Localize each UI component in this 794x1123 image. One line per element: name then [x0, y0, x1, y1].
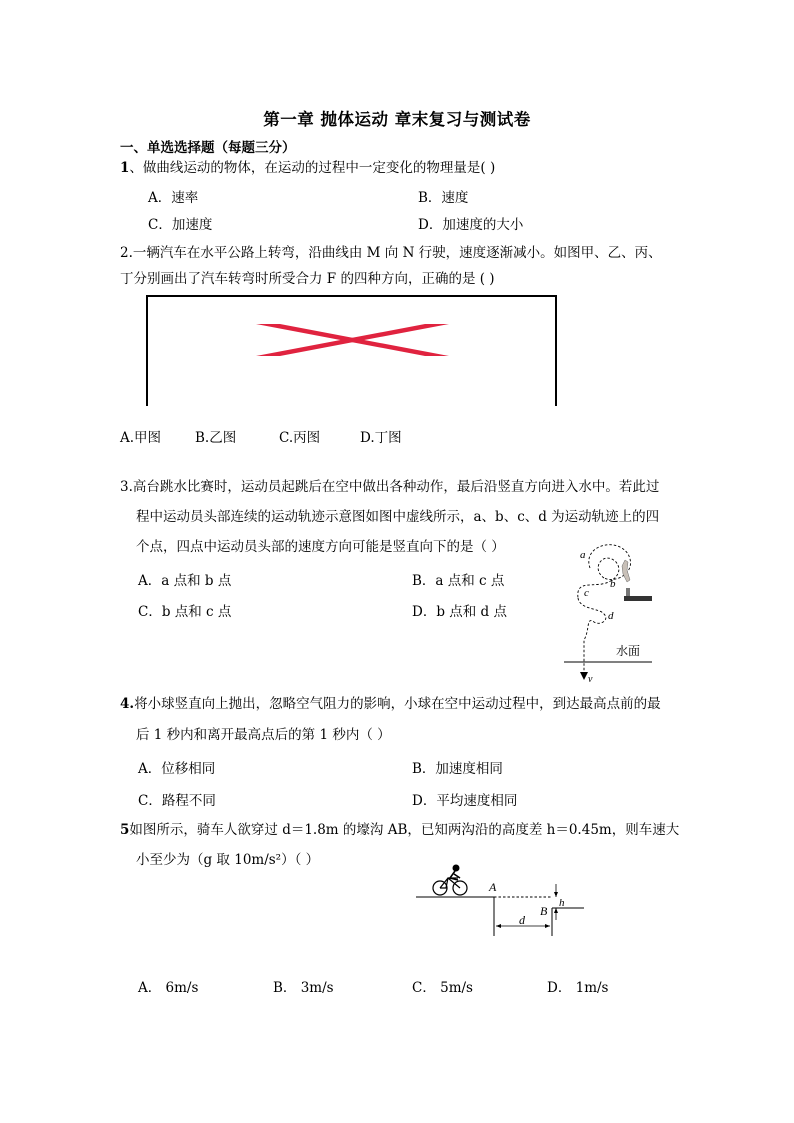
q2-option-b[interactable]: B.乙图	[195, 430, 237, 446]
question-4-text: 将小球竖直向上抛出，忽略空气阻力的影响，小球在空中运动过程中，到达最高点前的最	[134, 696, 661, 712]
question-5-number: 5	[120, 822, 130, 838]
q5-option-b[interactable]: B． 3m/s	[273, 980, 334, 996]
q3-option-a[interactable]: A．a 点和 b 点	[138, 573, 232, 589]
q4-option-d[interactable]: D．平均速度相同	[412, 793, 518, 809]
q5-option-d[interactable]: D． 1m/s	[547, 980, 609, 996]
q1-option-c[interactable]: C．加速度	[148, 217, 213, 233]
q4-option-b[interactable]: B．加速度相同	[412, 761, 503, 777]
q5-option-c[interactable]: C． 5m/s	[412, 980, 473, 996]
platform-icon	[624, 596, 652, 601]
label-d: d	[519, 913, 525, 927]
label-b: b	[610, 578, 616, 590]
question-5-line-2: 小至少为（g 取 10m/s²）（ ）	[136, 852, 320, 868]
q3-option-c[interactable]: C．b 点和 c 点	[138, 604, 232, 620]
q2-option-c[interactable]: C.丙图	[279, 430, 321, 446]
platform-post-icon	[626, 588, 630, 596]
question-2-line-2: 丁分别画出了汽车转弯时所受合力 F 的四种方向，正确的是 ( )	[120, 271, 495, 287]
diving-trajectory-figure	[560, 538, 660, 684]
page-title: 第一章 抛体运动 章末复习与测试卷	[263, 110, 531, 129]
figure-frame	[147, 296, 556, 406]
q4-option-c[interactable]: C．路程不同	[138, 793, 216, 809]
q3-option-d[interactable]: D．b 点和 d 点	[412, 604, 507, 620]
q1-option-b[interactable]: B．速度	[418, 190, 469, 206]
label-h: h	[559, 897, 565, 909]
question-4-line-1	[120, 694, 661, 714]
rider-body-icon	[450, 871, 460, 880]
label-c: c	[584, 587, 589, 599]
d-arrow-right	[545, 924, 550, 928]
question-1-text: 、做曲线运动的物体，在运动的过程中一定变化的物理量是( )	[129, 160, 496, 176]
rider-head-icon	[453, 865, 460, 872]
question-5-line-1	[120, 820, 679, 840]
label-water-surface: 水面	[616, 644, 641, 658]
question-5-text: 如图所示，骑车人欲穿过 d＝1.8m 的壕沟 AB，已知两沟沿的高度差 h＝0.45m，则车速大	[129, 822, 680, 838]
label-B: B	[540, 904, 548, 918]
label-A: A	[489, 880, 497, 894]
q1-option-d[interactable]: D．加速度的大小	[418, 217, 524, 233]
d-arrow-left	[496, 924, 501, 928]
section-heading: 一、单选选择题（每题三分）	[120, 140, 296, 156]
diver-icon	[622, 560, 630, 582]
question-1-number: 1	[120, 160, 130, 176]
trajectory-descent	[578, 598, 606, 676]
label-d: d	[608, 610, 614, 622]
h-arrow-bottom	[554, 908, 558, 913]
q5-option-a[interactable]: A． 6m/s	[138, 980, 199, 996]
question-4-line-2: 后 1 秒内和离开最高点后的第 1 秒内（ ）	[136, 727, 391, 743]
q1-option-a[interactable]: A．速率	[148, 190, 199, 206]
ditch-figure	[412, 858, 592, 940]
q3-option-b[interactable]: B．a 点和 c 点	[412, 573, 505, 589]
question-2-line-1: 2.一辆汽车在水平公路上转弯，沿曲线由 M 向 N 行驶，速度逐渐减小。如图甲、乙、丙、	[120, 245, 662, 261]
label-a: a	[580, 549, 586, 561]
question-3-line-2: 程中运动员头部连续的运动轨迹示意图如图中虚线所示，a、b、c、d 为运动轨迹上的四	[136, 509, 660, 525]
q4-option-a[interactable]: A．位移相同	[138, 761, 216, 777]
h-arrow-top	[554, 892, 558, 897]
q2-figure-placeholder	[140, 292, 565, 412]
question-4-number: 4.	[120, 696, 135, 712]
question-1	[120, 158, 495, 178]
velocity-arrowhead	[580, 672, 588, 680]
label-v: v	[588, 674, 593, 684]
question-3-line-3: 个点，四点中运动员头部的速度方向可能是竖直向下的是（ ）	[136, 539, 505, 555]
q2-option-a[interactable]: A.甲图	[120, 430, 162, 446]
q2-option-d[interactable]: D.丁图	[360, 430, 402, 446]
question-3-line-1: 3.高台跳水比赛时，运动员起跳后在空中做出各种动作，最后沿竖直方向进入水中。若此过	[120, 479, 660, 495]
